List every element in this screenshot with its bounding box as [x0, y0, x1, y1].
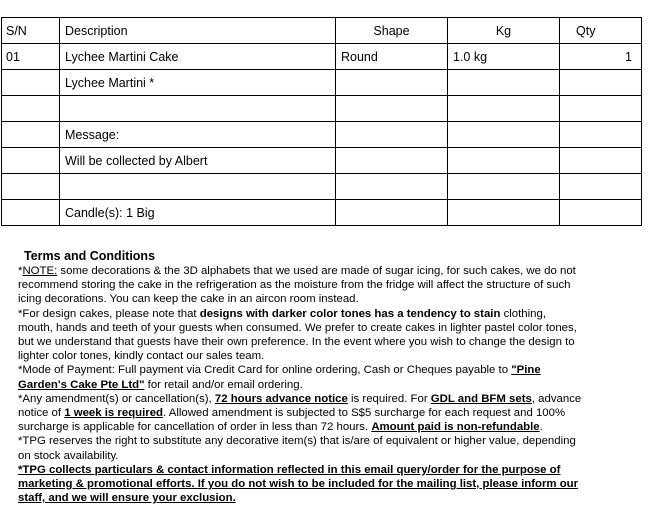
terms-line [18, 363, 658, 377]
cell-description: Lychee Martini Cake [60, 44, 336, 70]
cell-description [60, 174, 336, 200]
cell-sn [2, 96, 60, 122]
terms-text: designs with darker color tones has a tendency to stain [199, 307, 501, 320]
terms-text: , advance [531, 392, 582, 405]
terms-text: *TPG collects particulars & contact information reflected in this email query/order for the purpose of [18, 463, 561, 476]
cell-description: Candle(s): 1 Big [60, 200, 336, 226]
cell-kg [448, 70, 560, 96]
terms-line [18, 278, 658, 292]
cell-sn [2, 200, 60, 226]
header-kg: Kg [448, 18, 560, 44]
cell-sn [2, 122, 60, 148]
order-table [1, 17, 642, 226]
terms-text: lighter color tones, kindly contact our sales team. [18, 350, 265, 363]
cell-description: Message: [60, 122, 336, 148]
header-qty: Qty [560, 18, 642, 44]
terms-line [18, 392, 658, 406]
terms-line [18, 264, 658, 278]
cell-sn: 01 [2, 44, 60, 70]
terms-title: Terms and Conditions [24, 249, 156, 263]
terms-text: clothing, [500, 307, 546, 320]
terms-text: . [539, 421, 543, 434]
cell-kg [448, 174, 560, 200]
cell-kg [448, 200, 560, 226]
terms-text: Amount paid is non-refundable [371, 421, 540, 434]
terms-text: recommend storing the cake in the refrigeration as the moisture from the fridge will affect the structure of such [18, 279, 571, 292]
terms-section [18, 249, 658, 505]
cell-description [60, 96, 336, 122]
terms-text: "Pine [511, 364, 541, 377]
terms-line [18, 420, 658, 434]
cell-kg: 1.0 kg [448, 44, 560, 70]
table-row [2, 200, 642, 226]
cell-description: Lychee Martini * [60, 70, 336, 96]
terms-text: some decorations & the 3D alphabets that we used are made of sugar icing, for such cakes, we do not [57, 265, 576, 277]
cell-shape [336, 148, 448, 174]
terms-line [18, 406, 658, 420]
terms-line [18, 491, 658, 505]
terms-text: 1 week is required [64, 407, 164, 420]
cell-kg [448, 96, 560, 122]
terms-text: marketing & promotional efforts. If you do not wish to be included for the mailing list, please inform our [18, 478, 579, 491]
terms-line [18, 434, 658, 448]
terms-text: NOTE: [22, 265, 58, 277]
terms-line [18, 349, 658, 363]
table-header-row [2, 18, 642, 44]
cell-shape [336, 96, 448, 122]
header-sn: S/N [2, 18, 60, 44]
table-row [2, 44, 642, 70]
terms-text: for retail and/or email ordering. [144, 378, 303, 391]
header-description: Description [60, 18, 336, 44]
terms-text: *Any amendment(s) or cancellation(s), [18, 392, 215, 405]
terms-body [18, 264, 658, 505]
table-row [2, 174, 642, 200]
terms-line [18, 449, 658, 463]
cell-sn [2, 148, 60, 174]
cell-kg [448, 148, 560, 174]
terms-line [18, 463, 658, 477]
cell-qty: 1 [560, 44, 642, 70]
terms-text: but we understand that guests have their own preference. In the event where you wish to change the design to [18, 336, 575, 349]
terms-text: GDL and BFM sets [430, 392, 532, 405]
cell-shape [336, 200, 448, 226]
cell-description: Will be collected by Albert [60, 148, 336, 174]
terms-text: surcharge is applicable for cancellation of order in less than 72 hours. [18, 421, 372, 434]
terms-text: * [18, 265, 23, 277]
cell-qty [560, 174, 642, 200]
terms-text: staff, and we will ensure your exclusion. [18, 492, 236, 505]
terms-line [18, 378, 658, 392]
table-row [2, 148, 642, 174]
cell-shape: Round [336, 44, 448, 70]
cell-qty [560, 70, 642, 96]
terms-line [18, 321, 658, 335]
cell-qty [560, 148, 642, 174]
cell-kg [448, 122, 560, 148]
table-row [2, 70, 642, 96]
terms-text: icing decorations. You can keep the cake in an aircon room instead. [18, 293, 359, 306]
terms-line [18, 292, 658, 306]
table-row [2, 96, 642, 122]
terms-line [18, 335, 658, 349]
cell-shape [336, 122, 448, 148]
terms-text: . Allowed amendment is subjected to S$5 surcharge for each request and 100% [163, 407, 566, 420]
cell-shape [336, 70, 448, 96]
cell-shape [336, 174, 448, 200]
terms-text: mouth, hands and teeth of your guests when consumed. We prefer to create cakes in lighter pastel color tones, [18, 321, 577, 334]
terms-line [18, 477, 658, 491]
cell-qty [560, 200, 642, 226]
terms-text: *For design cakes, please note that [18, 307, 200, 320]
cell-sn [2, 70, 60, 96]
cell-qty [560, 96, 642, 122]
table-row [2, 122, 642, 148]
terms-text: 72 hours advance notice [214, 392, 348, 405]
terms-text: is required. For [347, 392, 431, 405]
header-shape: Shape [336, 18, 448, 44]
cell-qty [560, 122, 642, 148]
terms-text: *Mode of Payment: Full payment via Credit Card for online ordering, Cash or Cheques payable to [18, 364, 512, 377]
terms-text: on stock availability. [18, 449, 119, 462]
terms-line [18, 307, 658, 321]
terms-text: Garden's Cake Pte Ltd" [18, 378, 145, 391]
terms-text: *TPG reserves the right to substitute any decorative item(s) that is/are of equivalent or higher value, depending [18, 435, 576, 448]
terms-text: notice of [18, 407, 65, 420]
cell-sn [2, 174, 60, 200]
